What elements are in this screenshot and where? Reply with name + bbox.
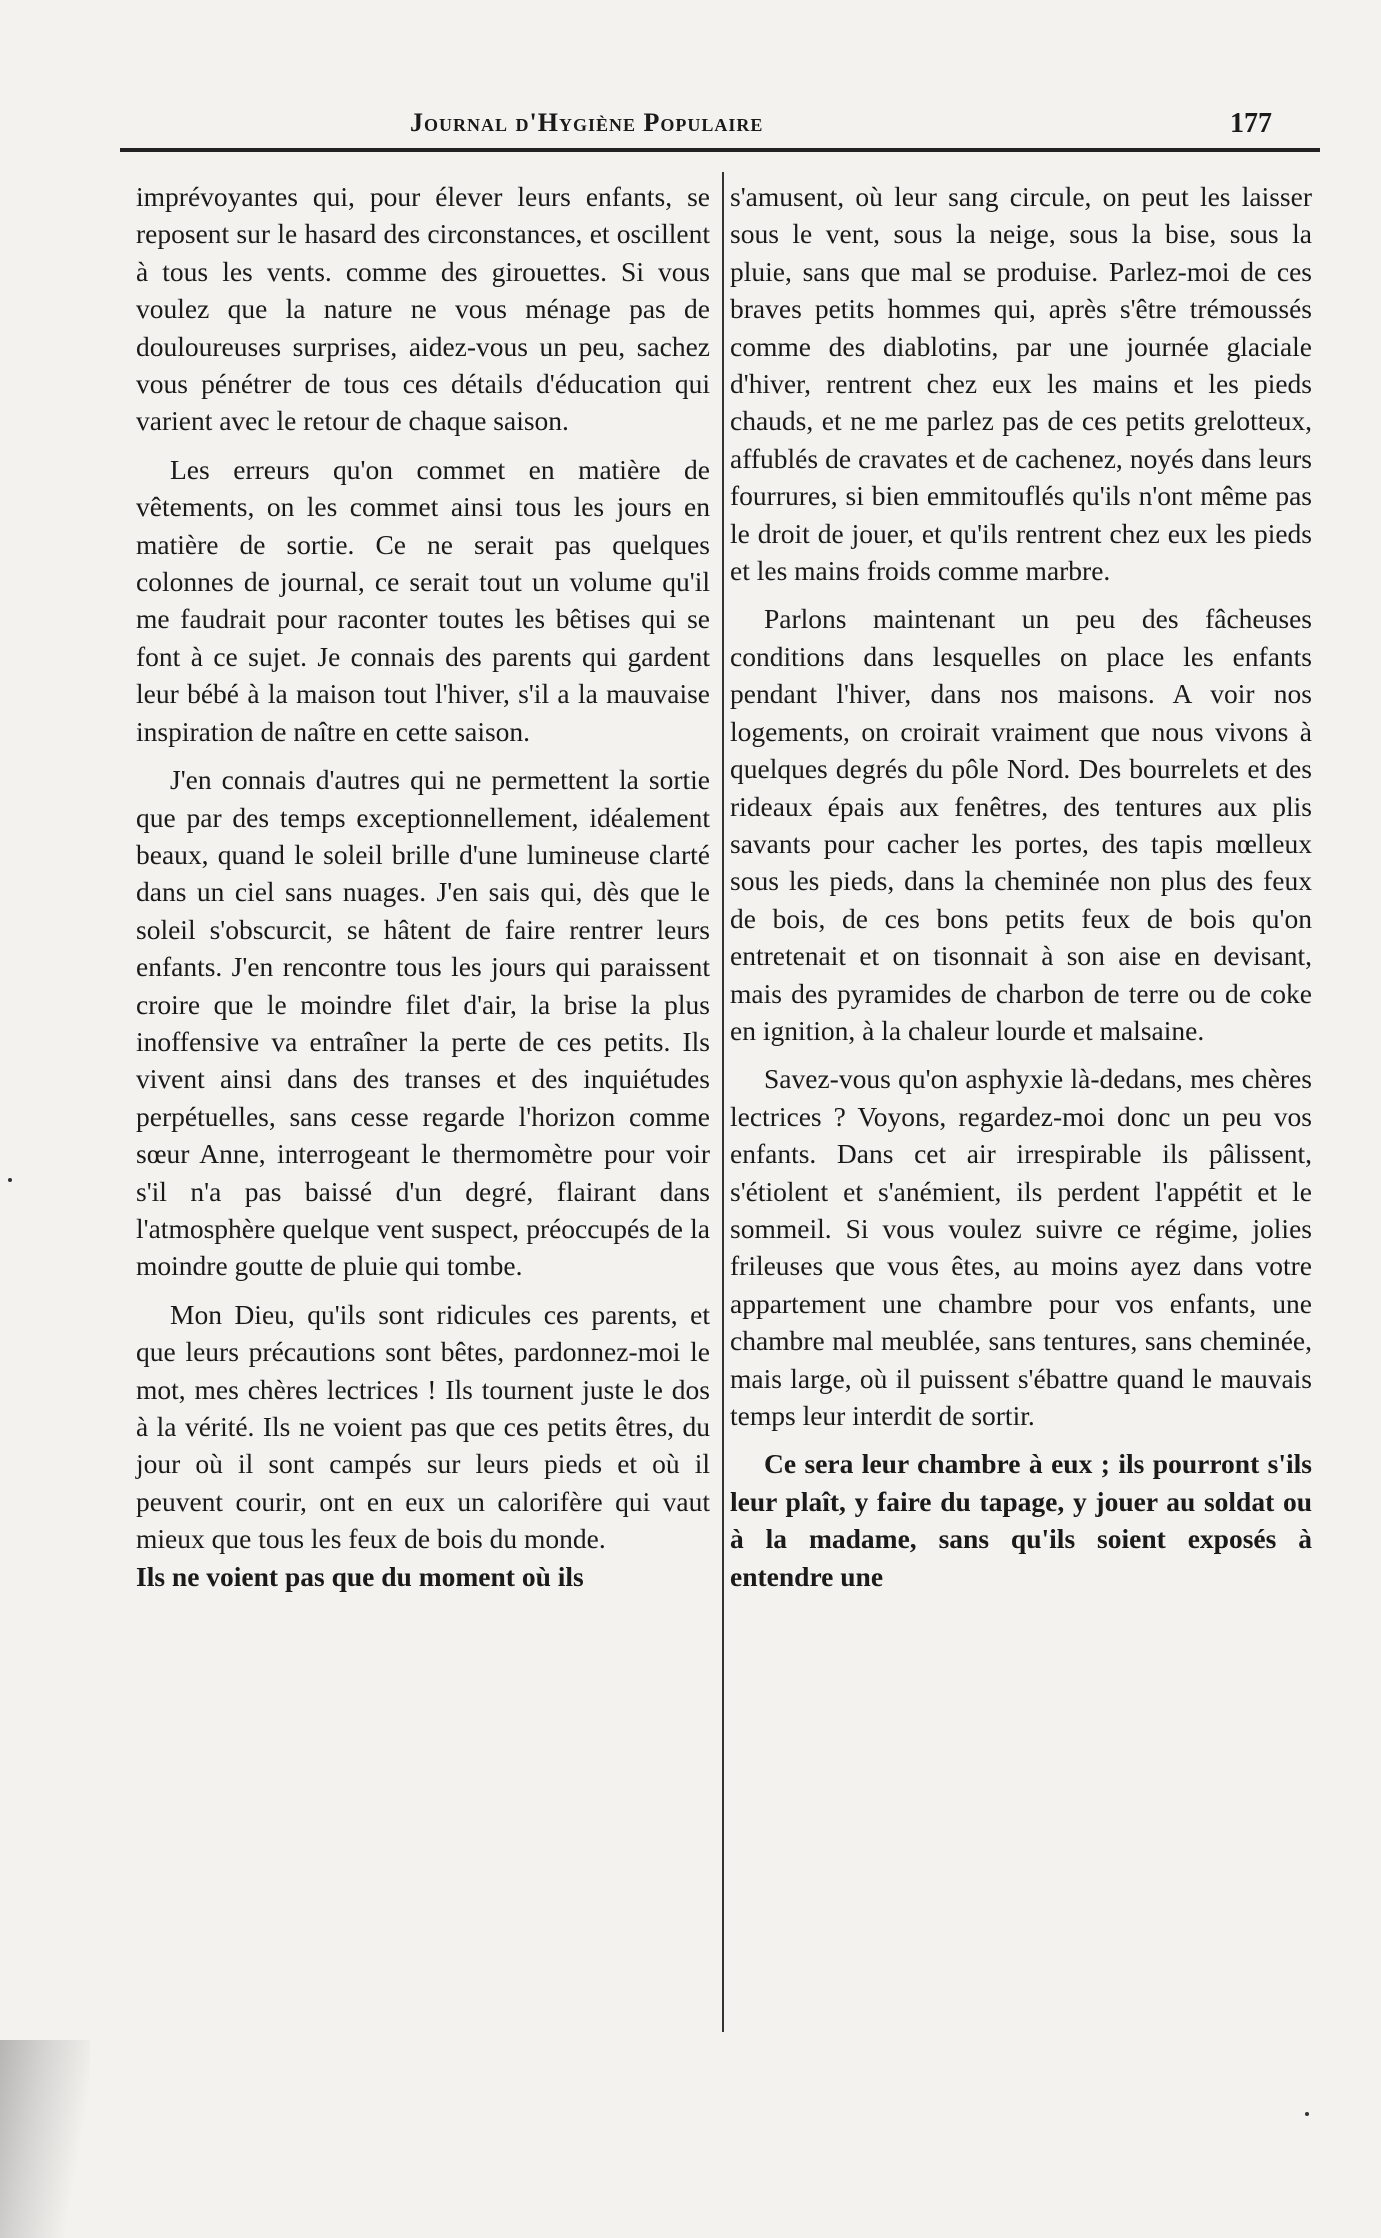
paragraph: Mon Dieu, qu'ils sont ridicules ces parents, et que leurs précautions sont bêtes, pardonnez-moi le mot, mes chères lectrices ! Ils tournent juste le dos à la vérité. Ils ne voient pas que ces petits êtres, du jour où il sont campés sur leurs pieds et où il peuvent courir, ont en eux un calorifère qui vaut mieux que tous les feux de bois du monde. <box>136 1298 710 1555</box>
column-divider <box>722 172 724 2032</box>
scan-speck <box>1305 2112 1309 2116</box>
running-header <box>120 100 1320 160</box>
paragraph: imprévoyantes qui, pour élever leurs enfants, se reposent sur le hasard des circonstances, et oscillent à tous les vents. comme des girouettes. Si vous voulez que la nature ne vous ménage pas de douloureuses surprises, aidez-vous un peu, sachez vous pénétrer de tous ces détails d'éducation qui varient avec le retour de chaque saison. <box>136 181 710 437</box>
paragraph: Parlons maintenant un peu des fâcheuses conditions dans lesquelles on place les enfants pendant l'hiver, dans nos maisons. A voir nos logements, on croirait vraiment que nous vivons à quelques degrés du pôle Nord. Des bourrelets et des rideaux épais aux fenêtres, des tentures aux plis savants pour cacher les portes, des tapis mœlleux sous les pieds, dans la cheminée non plus des feux de bois, de ces bons petits feux de bois qu'on entretenait et on tisonnait à son aise en devisant, mais des pyramides de charbon de terre ou de coke en ignition, à la chaleur lourde et malsaine. <box>730 603 1312 1046</box>
paragraph: Ce sera leur chambre à eux ; ils pourront s'ils leur plaît, y faire du tapage, y jouer au soldat ou à la madame, sans qu'ils soient exposés à entendre une <box>730 1448 1312 1592</box>
page-number: 177 <box>1230 108 1272 139</box>
left-column <box>136 178 710 1606</box>
paragraph: s'amusent, où leur sang circule, on peut les laisser sous le vent, sous la neige, sous la bise, sous la pluie, sans que mal se produise. Parlez-moi de ces braves petits hommes qui, après s'être trémoussés comme des diablotins, par une journée glaciale d'hiver, rentrent chez eux les mains et les pieds chauds, et ne me parlez pas de ces petits grelotteux, affublés de cravates et de cachenez, noyés dans leurs fourrures, si bien emmitouflés qu'ils n'ont même pas le droit de jouer, et qu'ils rentrent chez eux les pieds et les mains froids comme marbre. <box>730 181 1312 587</box>
right-column <box>730 178 1312 1606</box>
paragraph: J'en connais d'autres qui ne permettent la sortie que par des temps exceptionnellement, idéalement beaux, quand le soleil brille d'une lumineuse clarté dans un ciel sans nuages. J'en sais qui, dès que le soleil s'obscurcit, se hâtent de faire rentrer leurs enfants. J'en rencontre tous les jours qui paraissent croire que le moindre filet d'air, la brise la plus inoffensive va entraîner la perte de ces petits. Ils vivent ainsi dans des transes et des inquiétudes perpétuelles, sans cesse regarde l'horizon comme sœur Anne, interrogeant le thermomètre pour voir s'il n'a pas baissé d'un degré, flairant dans l'atmosphère quelque vent suspect, préoccupés de la moindre goutte de pluie qui tombe. <box>136 764 710 1282</box>
journal-title: Journal d'Hygiène Populaire <box>410 108 764 137</box>
paragraph: Les erreurs qu'on commet en matière de vêtements, on les commet ainsi tous les jours en matière de sortie. Ce ne serait pas quelques colonnes de journal, ce serait tout un volume qu'il me faudrait pour raconter toutes les bêtises qui se font à ce sujet. Je connais des parents qui gardent leur bébé à la maison tout l'hiver, s'il a la mauvaise inspiration de naître en cette saison. <box>136 453 710 747</box>
header-rule <box>120 148 1320 152</box>
paragraph-bold-line: Ils ne voient pas que du moment où ils <box>136 1560 584 1592</box>
scan-edge-shadow <box>0 2040 90 2238</box>
scan-speck <box>8 1178 12 1182</box>
paragraph: Savez-vous qu'on asphyxie là-dedans, mes chères lectrices ? Voyons, regardez-moi donc un peu vos enfants. Dans cet air irrespirable ils pâlissent, s'étiolent et s'anémient, ils perdent l'appétit et le sommeil. Si vous voulez suivre ce régime, jolies frileuses que vous êtes, au moins ayez dans votre appartement une chambre pour vos enfants, une chambre mal meublée, sans tentures, sans cheminée, mais large, où il puissent s'ébattre quand le mauvais temps leur interdit de sortir. <box>730 1063 1312 1431</box>
